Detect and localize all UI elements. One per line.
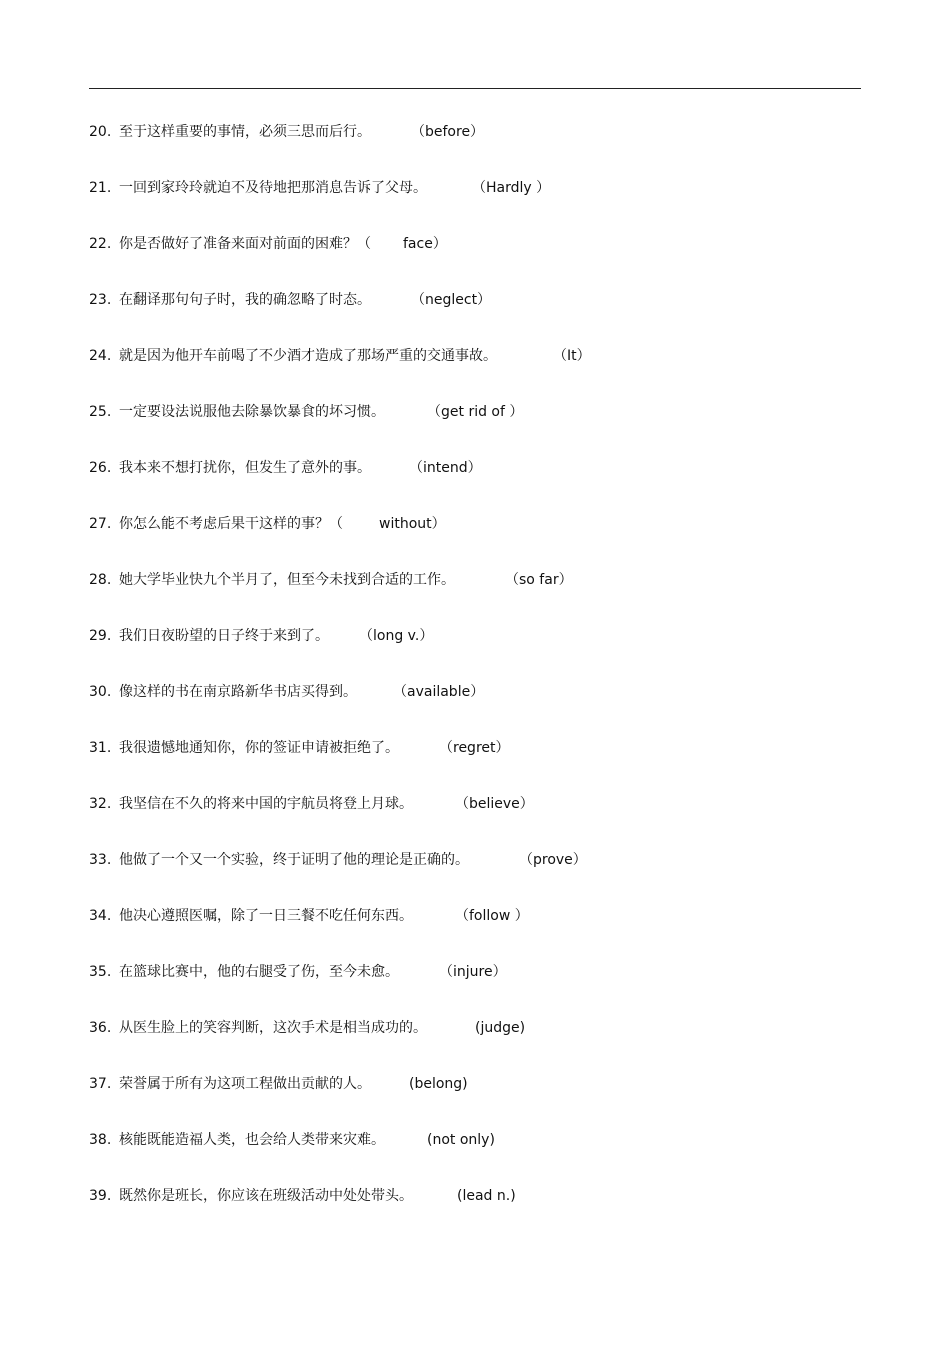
exercise-item [89, 1128, 861, 1184]
exercise-item [89, 568, 861, 624]
exercise-item [89, 904, 861, 960]
exercise-item [89, 1184, 861, 1240]
chinese-sentence: 荣誉属于所有为这项工程做出贡献的人。 [119, 1076, 371, 1092]
chinese-sentence: 我本来不想打扰你，但发生了意外的事。 [119, 460, 371, 476]
chinese-sentence: 我们日夜盼望的日子终于来到了。 [119, 628, 329, 644]
exercise-item [89, 736, 861, 792]
exercise-item [89, 232, 861, 288]
keyword-hint: （get rid of ） [427, 404, 524, 420]
item-number: 34. [89, 908, 112, 924]
item-number: 32. [89, 796, 112, 812]
item-number: 23. [89, 292, 112, 308]
item-number: 25. [89, 404, 112, 420]
keyword-hint: （It） [553, 348, 591, 364]
chinese-sentence: 就是因为他开车前喝了不少酒才造成了那场严重的交通事故。 [119, 348, 497, 364]
item-number: 20. [89, 124, 112, 140]
chinese-sentence: 你是否做好了准备来面对前面的困难？（ [119, 236, 371, 252]
chinese-sentence: 在翻译那句句子时，我的确忽略了时态。 [119, 292, 371, 308]
exercise-item [89, 960, 861, 1016]
exercise-item [89, 344, 861, 400]
keyword-hint: (lead n.) [457, 1188, 516, 1204]
exercise-item [89, 400, 861, 456]
item-number: 29. [89, 628, 112, 644]
chinese-sentence: 像这样的书在南京路新华书店买得到。 [119, 684, 357, 700]
item-number: 33. [89, 852, 112, 868]
keyword-hint: （before） [411, 124, 485, 140]
exercise-item [89, 624, 861, 680]
chinese-sentence: 核能既能造福人类，也会给人类带来灾难。 [119, 1132, 385, 1148]
keyword-hint: （intend） [409, 460, 482, 476]
chinese-sentence: 她大学毕业快九个半月了，但至今未找到合适的工作。 [119, 572, 455, 588]
exercise-item [89, 456, 861, 512]
keyword-hint: （available） [393, 684, 485, 700]
chinese-sentence: 我很遗憾地通知你，你的签证申请被拒绝了。 [119, 740, 399, 756]
header-rule [89, 88, 861, 89]
item-number: 37. [89, 1076, 112, 1092]
chinese-sentence: 我坚信在不久的将来中国的宇航员将登上月球。 [119, 796, 413, 812]
chinese-sentence: 他做了一个又一个实验，终于证明了他的理论是正确的。 [119, 852, 469, 868]
keyword-hint: （believe） [455, 796, 534, 812]
chinese-sentence: 你怎么能不考虑后果干这样的事？（ [119, 516, 343, 532]
keyword-hint: （Hardly ） [472, 180, 551, 196]
chinese-sentence: 从医生脸上的笑容判断，这次手术是相当成功的。 [119, 1020, 427, 1036]
item-number: 26. [89, 460, 112, 476]
exercise-item [89, 680, 861, 736]
exercise-list [89, 120, 861, 1240]
keyword-hint: （regret） [439, 740, 510, 756]
chinese-sentence: 一回到家玲玲就迫不及待地把那消息告诉了父母。 [119, 180, 427, 196]
exercise-item [89, 120, 861, 176]
keyword-hint: （long v.） [359, 628, 434, 644]
chinese-sentence: 既然你是班长，你应该在班级活动中处处带头。 [119, 1188, 413, 1204]
chinese-sentence: 一定要设法说服他去除暴饮暴食的坏习惯。 [119, 404, 385, 420]
item-number: 21. [89, 180, 112, 196]
chinese-sentence: 在篮球比赛中，他的右腿受了伤，至今未愈。 [119, 964, 399, 980]
item-number: 22. [89, 236, 112, 252]
item-number: 28. [89, 572, 112, 588]
keyword-hint: （so far） [505, 572, 573, 588]
exercise-item [89, 792, 861, 848]
item-number: 27. [89, 516, 112, 532]
item-number: 36. [89, 1020, 112, 1036]
exercise-item [89, 176, 861, 232]
chinese-sentence: 至于这样重要的事情，必须三思而后行。 [119, 124, 371, 140]
item-number: 38. [89, 1132, 112, 1148]
item-number: 31. [89, 740, 112, 756]
keyword-hint: （injure） [439, 964, 507, 980]
chinese-sentence: 他决心遵照医嘱，除了一日三餐不吃任何东西。 [119, 908, 413, 924]
keyword-hint: without） [379, 516, 446, 532]
keyword-hint: face） [403, 236, 447, 252]
item-number: 24. [89, 348, 112, 364]
keyword-hint: （prove） [519, 852, 587, 868]
exercise-item [89, 1016, 861, 1072]
exercise-item [89, 848, 861, 904]
keyword-hint: (belong) [409, 1076, 468, 1092]
keyword-hint: (judge) [475, 1020, 526, 1036]
keyword-hint: (not only) [427, 1132, 495, 1148]
item-number: 39. [89, 1188, 112, 1204]
exercise-item [89, 512, 861, 568]
item-number: 35. [89, 964, 112, 980]
keyword-hint: （neglect） [411, 292, 492, 308]
item-number: 30. [89, 684, 112, 700]
keyword-hint: （follow ） [455, 908, 529, 924]
exercise-item [89, 1072, 861, 1128]
exercise-item [89, 288, 861, 344]
